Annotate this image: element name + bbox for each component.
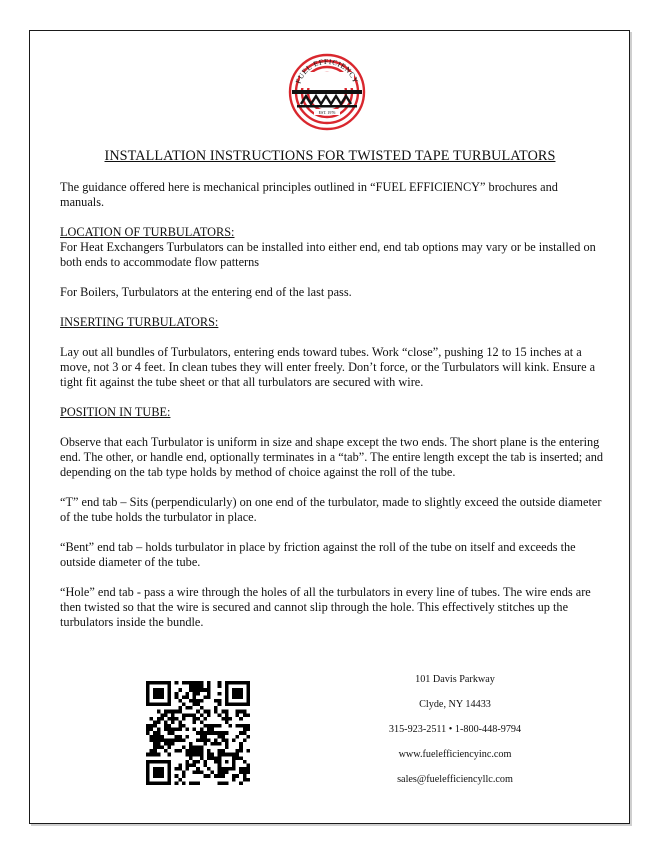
page-title: INSTALLATION INSTRUCTIONS FOR TWISTED TAPE TURBULATORS	[104, 148, 556, 164]
intro-paragraph: The guidance offered here is mechanical principles outlined in “FUEL EFFICIENCY” brochures and manuals.	[60, 180, 558, 209]
logo-arc-text: FUEL EFFICIENCY	[293, 56, 361, 85]
street-address: 101 Davis Parkway	[415, 674, 495, 685]
inserting-paragraph: Lay out all bundles of Turbulators, entering ends toward tubes. Work “close”, pushing 12 to 15 inches at a move, not 3 or 4 feet. In clean tubes they will enter freely. Don’t force, or the Turbulators will kink. Ensure a tight fit against the tube sheet or that all turbulators are secured with wire.	[60, 345, 596, 389]
website-link[interactable]: www.fuelefficiencyinc.com	[398, 749, 512, 760]
phone-numbers: 315-923-2511 • 1-800-448-9794	[388, 724, 522, 735]
hole-end-tab-paragraph: “Hole” end tab - pass a wire through the holes of all the turbulators in every line of tubes. The wire ends are then twisted so that the wire is secured and cannot slip through the hole. This effectively stitches up the turbulators inside the bundle.	[60, 585, 591, 629]
position-heading: POSITION IN TUBE:	[60, 405, 171, 419]
fuel-efficiency-logo-icon	[287, 52, 367, 132]
contact-block	[360, 674, 550, 799]
location-heading: LOCATION OF TURBULATORS:	[60, 225, 235, 239]
inserting-heading: INSERTING TURBULATORS:	[60, 315, 219, 329]
location-paragraph-1: For Heat Exchangers Turbulators can be installed into either end, end tab options may vary or be installed on both ends to accommodate flow patterns	[60, 240, 596, 269]
logo-est-text: EST. 1976	[318, 110, 336, 115]
instructions-body	[60, 180, 603, 645]
city-state-zip: Clyde, NY 14433	[419, 699, 491, 710]
position-paragraph-1: Observe that each Turbulator is uniform in size and shape except the two ends. The short plane is the entering end. The other, or handle end, optionally terminates in a “tab”. The entire length except the tab is inserted; and depending on the tab type holds by method of choice against the roll of the tube.	[60, 435, 604, 479]
location-paragraph-2: For Boilers, Turbulators at the entering end of the last pass.	[60, 285, 352, 299]
t-end-tab-paragraph: “T” end tab – Sits (perpendicularly) on one end of the turbulator, made to slightly exceed the outside diameter of the tube holds the turbulator in place.	[60, 495, 602, 524]
email-link[interactable]: sales@fuelefficiencyllc.com	[397, 774, 513, 785]
bent-end-tab-paragraph: “Bent” end tab – holds turbulator in place by friction against the roll of the tube on itself and exceeds the outside diameter of the tube.	[60, 540, 576, 569]
qr-code-icon	[146, 681, 250, 785]
